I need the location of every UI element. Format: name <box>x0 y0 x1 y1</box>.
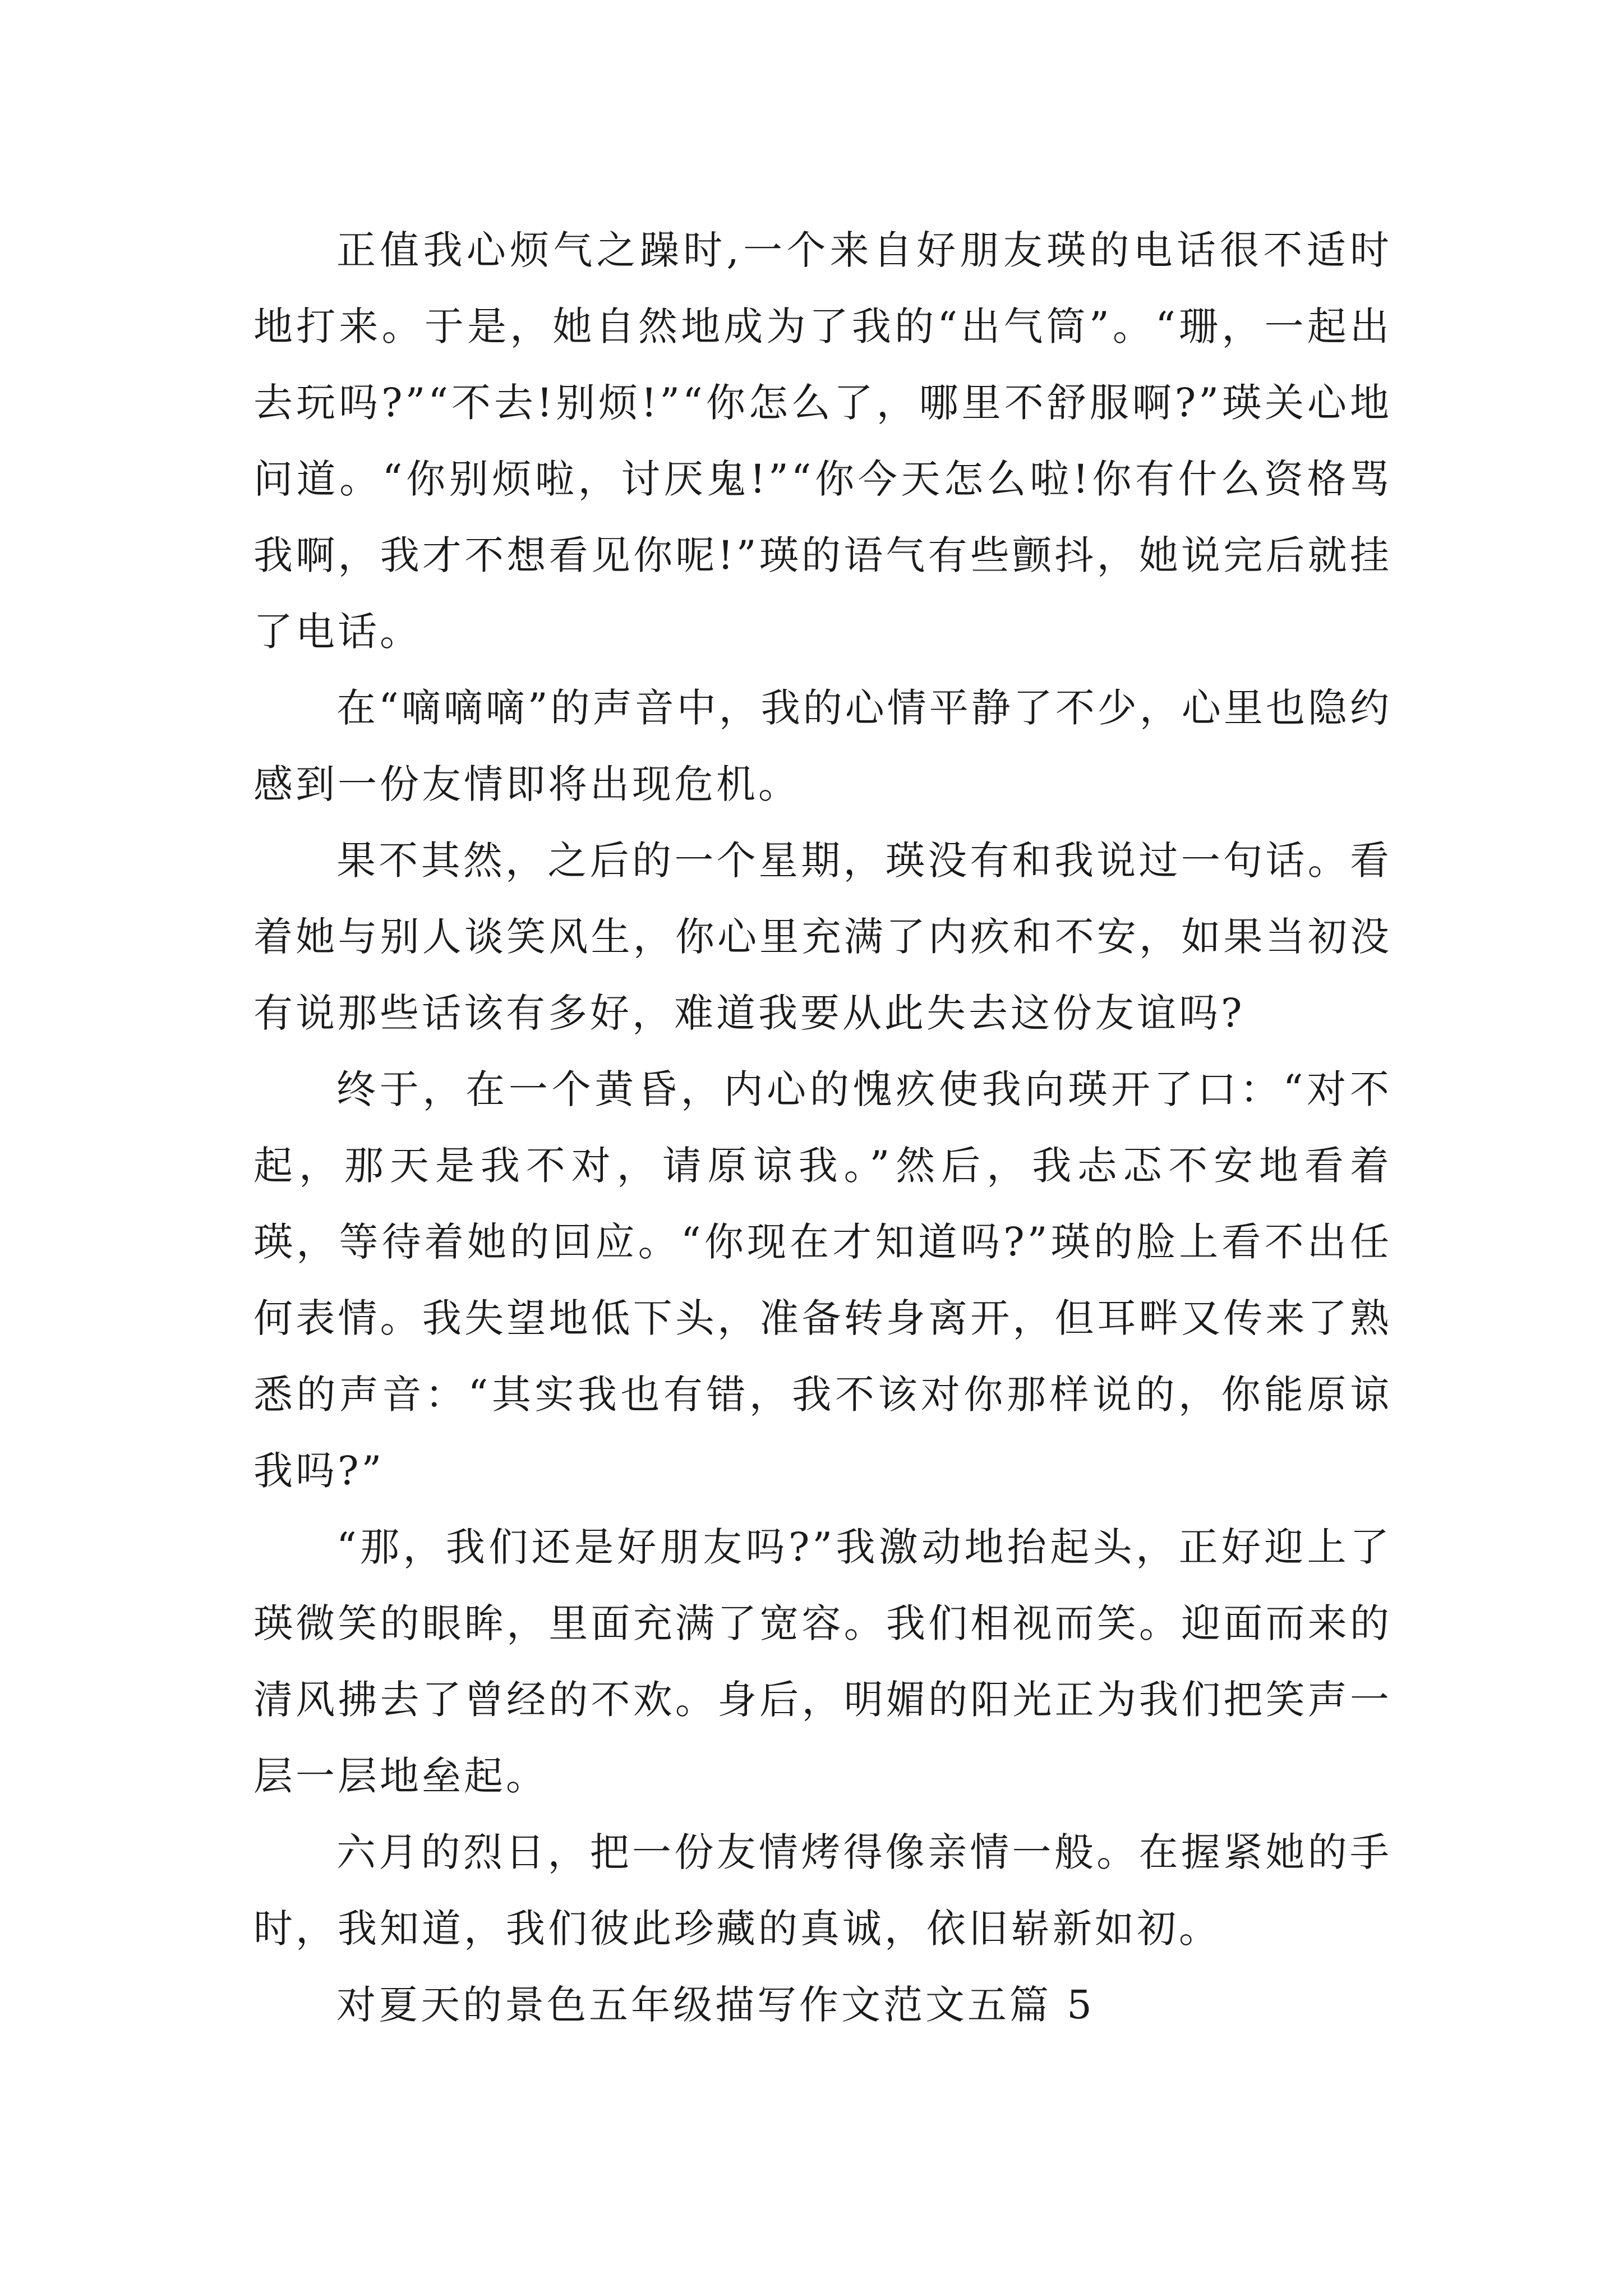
paragraph-reconciliation: “那，我们还是好朋友吗?”我激动地抬起头，正好迎上了瑛微笑的眼眸，里面充满了宽容。我们相视而笑。迎面而来的清风拂去了曾经的不欢。身后，明媚的阳光正为我们把笑声一层一层地垒起。 <box>253 1524 1392 1799</box>
paragraph-silent-week: 果不其然，之后的一个星期，瑛没有和我说过一句话。看着她与别人谈笑风生，你心里充满了内疚和不安，如果当初没有说那些话该有多好，难道我要从此失去这份友谊吗? <box>253 838 1392 1036</box>
section-heading: 对夏天的景色五年级描写作文范文五篇 5 <box>336 1982 1095 2028</box>
paragraph-apology: 终于，在一个黄昏，内心的愧疚使我向瑛开了口：“对不起，那天是我不对，请原谅我。”然后，我忐忑不安地看着瑛，等待着她的回应。“你现在才知道吗?”瑛的脸上看不出任何表情。我失望地低下头，准备转身离开，但耳畔又传来了熟悉的声音：“其实我也有错，我不该对你那样说的，你能原谅我吗?” <box>253 1066 1392 1494</box>
paragraph-june-sun: 六月的烈日，把一份友情烤得像亲情一般。在握紧她的手时，我知道，我们彼此珍藏的真诚，依旧崭新如初。 <box>253 1829 1392 1952</box>
document-body <box>253 212 1392 2043</box>
paragraph-dial-tone: 在“嘀嘀嘀”的声音中，我的心情平静了不少，心里也隐约感到一份友情即将出现危机。 <box>253 685 1392 807</box>
paragraph-phone-call: 正值我心烦气之躁时,一个来自好朋友瑛的电话很不适时地打来。于是，她自然地成为了我的“出气筒”。“珊，一起出去玩吗?”“不去!别烦!”“你怎么了，哪里不舒服啊?”瑛关心地问道。“你别烦啦，讨厌鬼!”“你今天怎么啦!你有什么资格骂我啊，我才不想看见你呢!”瑛的语气有些颤抖，她说完后就挂了电话。 <box>253 227 1392 655</box>
